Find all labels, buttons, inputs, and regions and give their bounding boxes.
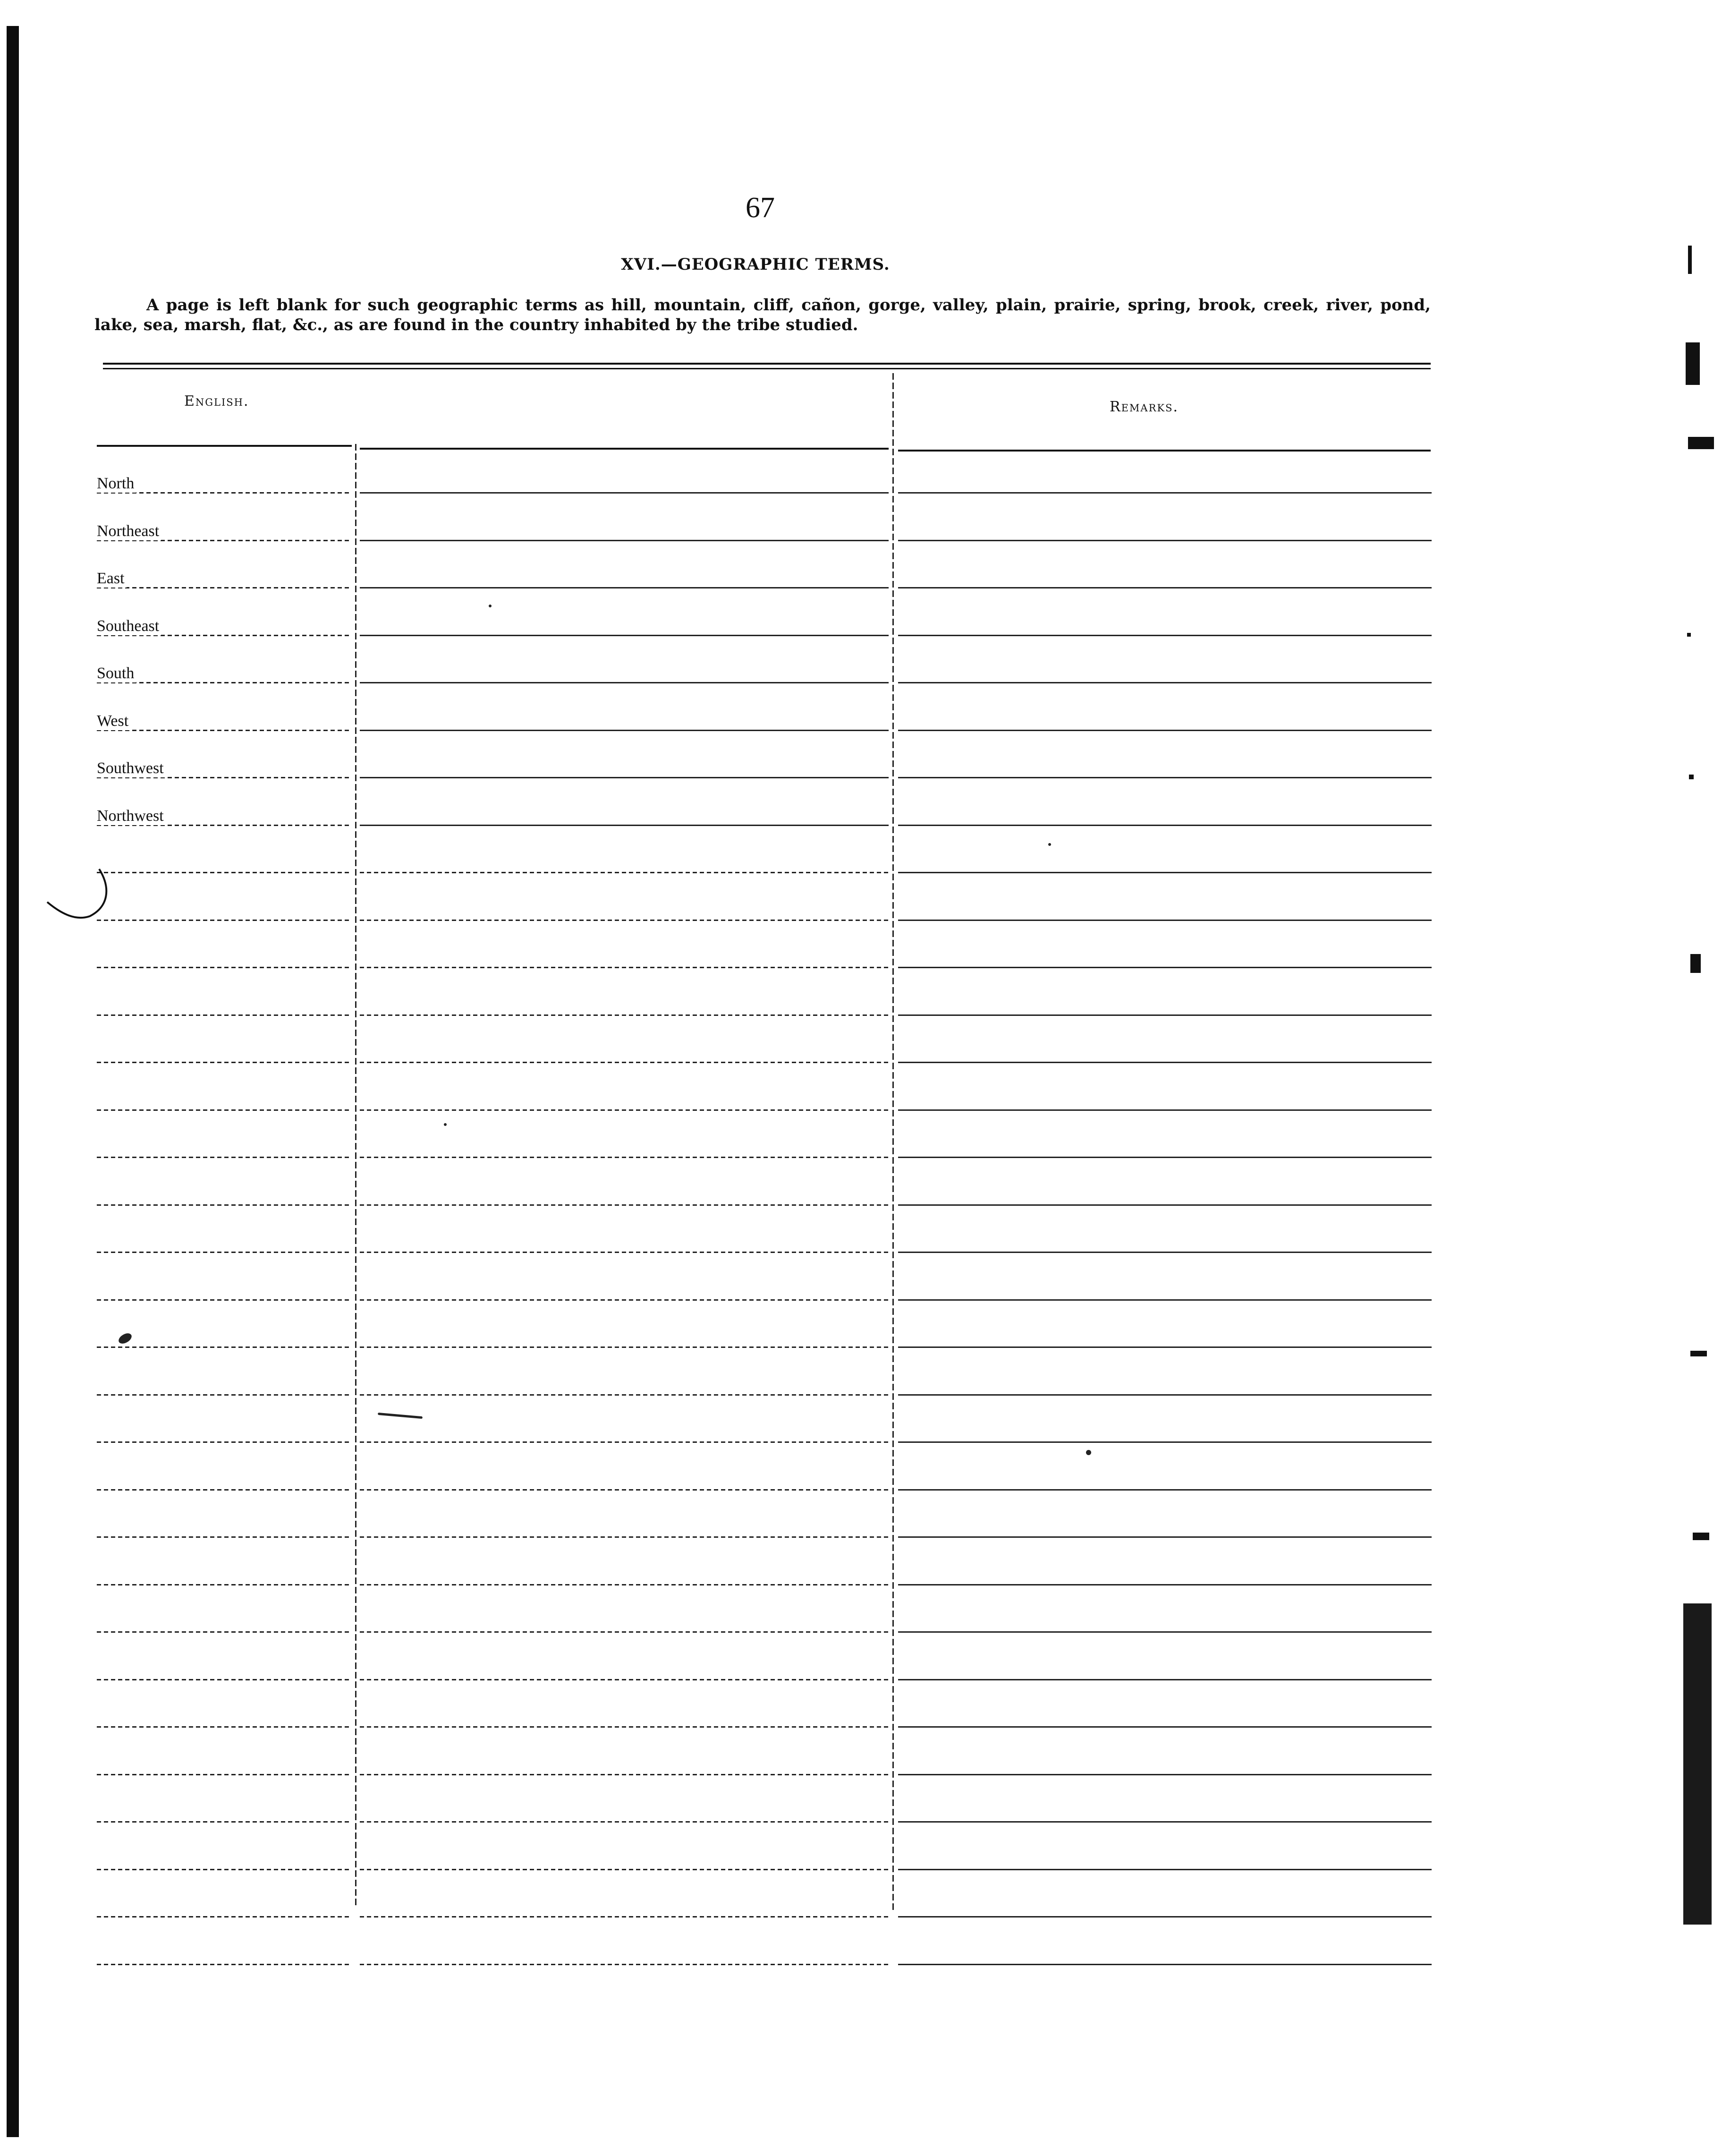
english-entry-line[interactable]: [97, 1441, 352, 1443]
remarks-entry-line[interactable]: [898, 1062, 1432, 1063]
table-row: [97, 1424, 1433, 1443]
row-label: North: [97, 475, 136, 493]
table-row: [97, 1092, 1433, 1111]
native-term-entry-line[interactable]: [360, 1584, 889, 1585]
native-term-entry-line[interactable]: [360, 1299, 889, 1301]
table-row: [97, 1946, 1433, 1965]
table-row: [97, 759, 1433, 778]
english-entry-line[interactable]: [97, 1157, 352, 1158]
remarks-entry-line[interactable]: [898, 540, 1432, 541]
table-row: [97, 1187, 1433, 1206]
native-term-entry-line[interactable]: [360, 1346, 889, 1348]
scan-edge-artifacts: [1664, 0, 1716, 2156]
table-row: [97, 1329, 1433, 1348]
table-row: [97, 475, 1433, 494]
native-term-entry-line[interactable]: [360, 1964, 889, 1965]
english-entry-line[interactable]: [97, 1489, 352, 1491]
native-term-entry-line[interactable]: [360, 1679, 889, 1680]
english-entry-line[interactable]: [97, 872, 352, 873]
native-term-entry-line[interactable]: [360, 1394, 889, 1396]
english-column-header: English.: [184, 393, 249, 409]
native-term-entry-line[interactable]: [360, 872, 889, 873]
pen-mark-icon: [28, 850, 123, 945]
native-term-entry-line[interactable]: [360, 1489, 889, 1491]
english-column-divider: [355, 444, 356, 1908]
ink-dot: [489, 605, 492, 607]
instructions-paragraph: A page is left blank for such geographic terms as hill, mountain, cliff, cañon, gorge, valley, plain, prairie, spring, brook, creek, river, pond, lake, sea, marsh, flat, &c., as are found in the country inhabited by the tribe studied.: [94, 296, 1431, 334]
native-term-entry-line[interactable]: [360, 1109, 889, 1111]
native-term-entry-line[interactable]: [360, 1252, 889, 1253]
table-row: [97, 1804, 1433, 1823]
english-entry-line[interactable]: [97, 1869, 352, 1870]
table-row: [97, 1377, 1433, 1396]
table-row: [97, 1851, 1433, 1870]
table-row: [97, 1282, 1433, 1301]
remarks-entry-line[interactable]: [898, 1252, 1432, 1253]
english-entry-line[interactable]: [97, 1014, 352, 1016]
native-term-entry-line[interactable]: [360, 825, 889, 826]
english-header-rule: [97, 445, 352, 447]
remarks-entry-line[interactable]: [898, 1631, 1432, 1633]
remarks-entry-line[interactable]: [898, 1774, 1432, 1775]
remarks-entry-line[interactable]: [898, 587, 1432, 588]
native-term-entry-line[interactable]: [360, 1869, 889, 1870]
row-label: West: [97, 712, 130, 730]
remarks-entry-line[interactable]: [898, 1536, 1432, 1538]
ink-stroke: [378, 1413, 423, 1419]
english-entry-line[interactable]: [97, 1346, 352, 1348]
remarks-entry-line[interactable]: [898, 1109, 1432, 1111]
row-label: East: [97, 570, 127, 588]
table-row: [97, 854, 1433, 873]
table-row: [97, 1567, 1433, 1585]
table-row: [97, 1662, 1433, 1680]
english-entry-line[interactable]: [97, 1821, 352, 1823]
remarks-entry-line[interactable]: [898, 920, 1432, 921]
remarks-entry-line[interactable]: [898, 1869, 1432, 1870]
table-row: [97, 807, 1433, 826]
remarks-entry-line[interactable]: [898, 1679, 1432, 1680]
english-entry-line[interactable]: [97, 1299, 352, 1301]
native-term-entry-line[interactable]: [360, 1062, 889, 1063]
table-row: [97, 617, 1433, 636]
native-term-entry-line[interactable]: [360, 1536, 889, 1538]
remarks-entry-line[interactable]: [898, 1584, 1432, 1585]
remarks-entry-line[interactable]: [898, 1157, 1432, 1158]
english-entry-line[interactable]: [97, 587, 352, 588]
native-term-entry-line[interactable]: [360, 1726, 889, 1728]
table-row: [97, 570, 1433, 588]
native-term-entry-line[interactable]: [360, 1441, 889, 1443]
english-entry-line[interactable]: [97, 1726, 352, 1728]
remarks-entry-line[interactable]: [898, 1346, 1432, 1348]
english-entry-line[interactable]: [97, 730, 352, 731]
english-entry-line[interactable]: [97, 1679, 352, 1680]
remarks-header-rule: [898, 450, 1431, 452]
english-entry-line[interactable]: [97, 1584, 352, 1585]
remarks-entry-line[interactable]: [898, 730, 1432, 731]
native-header-rule: [360, 448, 889, 450]
table-row: [97, 1472, 1433, 1491]
remarks-entry-line[interactable]: [898, 682, 1432, 683]
remarks-entry-line[interactable]: [898, 1916, 1432, 1917]
english-entry-line[interactable]: [97, 1204, 352, 1206]
native-term-entry-line[interactable]: [360, 967, 889, 968]
table-row: [97, 1709, 1433, 1728]
english-entry-line[interactable]: [97, 1631, 352, 1633]
remarks-entry-line[interactable]: [898, 1726, 1432, 1728]
native-term-entry-line[interactable]: [360, 540, 889, 541]
ink-dot: [444, 1123, 447, 1126]
ink-dot: [1086, 1450, 1091, 1455]
table-row: [97, 1899, 1433, 1917]
native-term-entry-line[interactable]: [360, 1774, 889, 1775]
row-label: South: [97, 665, 136, 682]
remarks-entry-line[interactable]: [898, 1014, 1432, 1016]
native-term-entry-line[interactable]: [360, 1916, 889, 1917]
remarks-entry-line[interactable]: [898, 825, 1432, 826]
english-entry-line[interactable]: [97, 1252, 352, 1253]
row-label: Northwest: [97, 807, 166, 825]
table-row: [97, 949, 1433, 968]
native-term-entry-line[interactable]: [360, 1204, 889, 1206]
native-term-entry-line[interactable]: [360, 1821, 889, 1823]
remarks-entry-line[interactable]: [898, 1489, 1432, 1491]
remarks-entry-line[interactable]: [898, 967, 1432, 968]
english-entry-line[interactable]: [97, 967, 352, 968]
table-row: [97, 1044, 1433, 1063]
native-term-entry-line[interactable]: [360, 1014, 889, 1016]
remarks-entry-line[interactable]: [898, 1299, 1432, 1301]
english-entry-line[interactable]: [97, 1916, 352, 1917]
english-entry-line[interactable]: [97, 1774, 352, 1775]
table-row: [97, 997, 1433, 1016]
english-entry-line[interactable]: [97, 1062, 352, 1063]
native-term-entry-line[interactable]: [360, 587, 889, 588]
remarks-entry-line[interactable]: [898, 872, 1432, 873]
native-term-entry-line[interactable]: [360, 777, 889, 778]
english-entry-line[interactable]: [97, 1394, 352, 1396]
native-term-entry-line[interactable]: [360, 920, 889, 921]
native-term-entry-line[interactable]: [360, 730, 889, 731]
remarks-entry-line[interactable]: [898, 1394, 1432, 1396]
row-label: Northeast: [97, 522, 161, 540]
english-entry-line[interactable]: [97, 1536, 352, 1538]
remarks-entry-line[interactable]: [898, 1204, 1432, 1206]
remarks-entry-line[interactable]: [898, 777, 1432, 778]
remarks-entry-line[interactable]: [898, 1441, 1432, 1443]
remarks-entry-line[interactable]: [898, 1821, 1432, 1823]
native-term-entry-line[interactable]: [360, 1631, 889, 1633]
page-number: 67: [746, 192, 775, 224]
table-row: [97, 665, 1433, 683]
ink-dot: [1048, 843, 1051, 846]
table-row: [97, 1139, 1433, 1158]
top-double-rule-2: [103, 368, 1431, 369]
table-row: [97, 1614, 1433, 1633]
english-entry-line[interactable]: [97, 1109, 352, 1111]
native-term-entry-line[interactable]: [360, 492, 889, 494]
remarks-entry-line[interactable]: [898, 492, 1432, 494]
table-row: [97, 522, 1433, 541]
top-double-rule-1: [103, 363, 1431, 365]
remarks-column-header: Remarks.: [1110, 399, 1179, 415]
table-row: [97, 1519, 1433, 1538]
native-term-entry-line[interactable]: [360, 682, 889, 683]
native-term-entry-line[interactable]: [360, 635, 889, 636]
english-entry-line[interactable]: [97, 1964, 352, 1965]
native-term-entry-line[interactable]: [360, 1157, 889, 1158]
section-title: XVI.—GEOGRAPHIC TERMS.: [621, 255, 890, 274]
row-label: Southwest: [97, 759, 166, 777]
binding-edge: [7, 26, 19, 2137]
remarks-entry-line[interactable]: [898, 1964, 1432, 1965]
table-row: [97, 1234, 1433, 1253]
table-row: [97, 1756, 1433, 1775]
row-label: Southeast: [97, 617, 161, 635]
table-row: [97, 712, 1433, 731]
english-entry-line[interactable]: [97, 920, 352, 921]
table-row: [97, 902, 1433, 921]
remarks-entry-line[interactable]: [898, 635, 1432, 636]
